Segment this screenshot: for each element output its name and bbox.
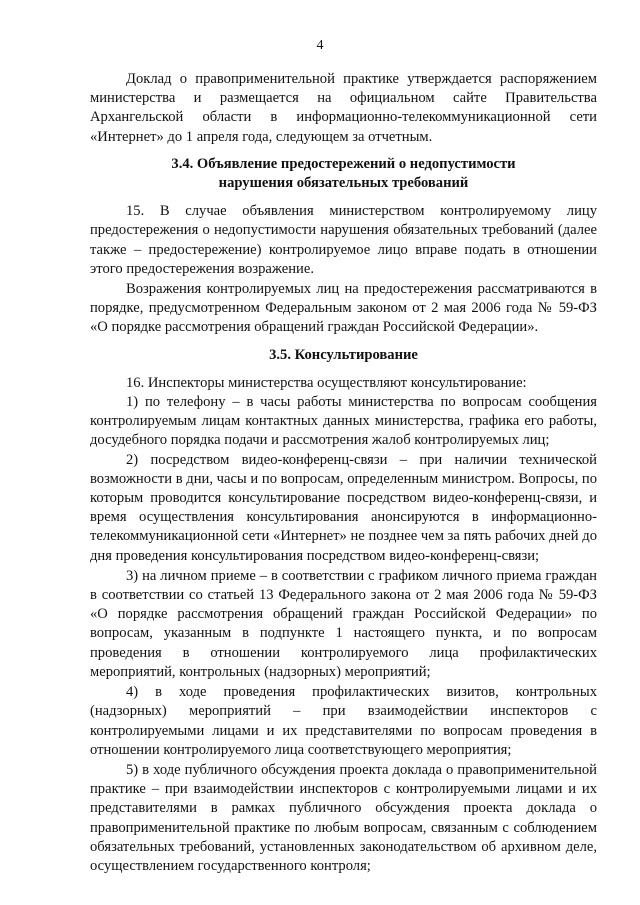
paragraph-15: 15. В случае объявления министерством контролируемому лицу предостережения о недопустимости нарушения обязательных требований (далее также – предостережение) контролируемое лицо вправе подать в отношении этого предостережения возражение.: [90, 203, 597, 277]
section-3-5-heading-block: [90, 346, 597, 365]
section-3-4-heading-line2: нарушения обязательных требований: [218, 175, 469, 192]
list-item-5: 5) в ходе публичного обсуждения проекта доклада о правоприменительной практике – при взаимодействии инспекторов с контролируемыми лицами и их представителями в рамках публичного обсуждения проекта доклада о правоприменительной практике по любым вопросам, связанным с соблюдением обязательных требований, установленных законодательством об архивном деле, осуществлением государственного контроля;: [90, 761, 597, 874]
paragraph-objections: Возражения контролируемых лиц на предостережения рассматриваются в порядке, предусмотренном Федеральным законом от 2 мая 2006 года № 59-ФЗ «О порядке рассмотрения обращений граждан Российской Федерации».: [90, 281, 597, 336]
page-number: 4: [316, 38, 324, 53]
list-item-4: 4) в ходе проведения профилактических визитов, контрольных (надзорных) мероприятий – при взаимодействии инспекторов с контролируемыми лицами и их представителями по вопросам проведения в отношении контролируемого лица соответствующего мероприятия;: [90, 684, 597, 758]
section-3-5-heading: 3.5. Консультирование: [269, 346, 418, 363]
list-item-1: 1) по телефону – в часы работы министерства по вопросам сообщения контролируемым лицам контактных данных министерства, графика его работы, досудебного порядка подачи и рассмотрения жалоб контролируемых лиц;: [90, 394, 597, 449]
paragraph-16: 16. Инспекторы министерства осуществляют консультирование:: [126, 374, 527, 391]
list-item-3: 3) на личном приеме – в соответствии с графиком личного приема граждан в соответствии со статьей 13 Федерального закона от 2 мая 2006 года № 59-ФЗ «О порядке рассмотрения обращений граждан Российской Федерации» по вопросам, указанным в подпункте 1 настоящего пункта, и по вопросам проведения в отношении контролируемого лица профилактических мероприятий, контрольных (надзорных) мероприятий;: [90, 567, 597, 680]
page-content: [90, 70, 597, 876]
intro-paragraph: Доклад о правоприменительной практике утверждается распоряжением министерства и размещается на официальном сайте Правительства Архангельской области в информационно-телекоммуникационной сети «Интернет» до 1 апреля года, следующем за отчетным.: [90, 71, 597, 145]
section-3-4-heading-line1: 3.4. Объявление предостережений о недопустимости: [171, 155, 516, 172]
list-item-2: 2) посредством видео-конференц-связи – при наличии технической возможности в дни, часы и по вопросам, определенным министром. Вопросы, по которым проводится консультирование посредством видео-конференц-связи, и время осуществления консультирования анонсируются в информационно-телекоммуникационной сети «Интернет» не позднее чем за пять рабочих дней до дня проведения консультирования посредством видео-конференц-связи;: [90, 451, 597, 564]
section-3-4-heading: [90, 155, 597, 193]
